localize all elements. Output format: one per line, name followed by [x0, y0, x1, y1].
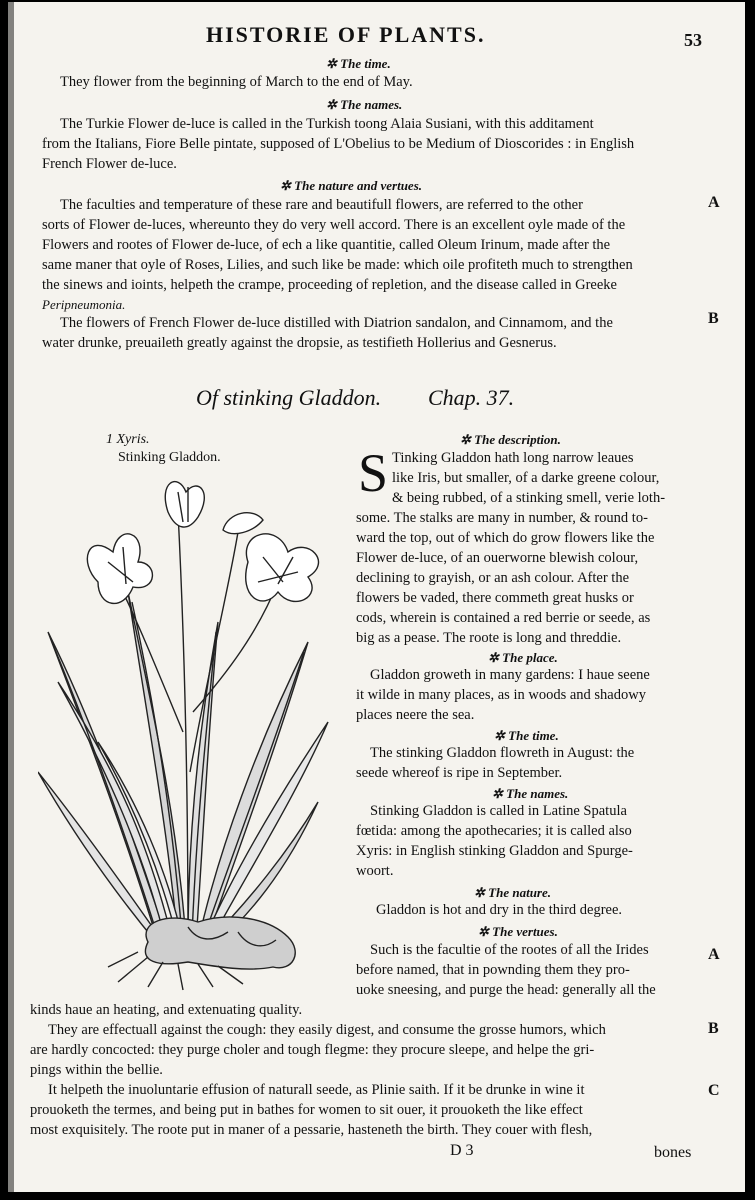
- chapter-title: Of stinking Gladdon.: [196, 385, 382, 410]
- margin-letter-a-bottom: A: [708, 946, 720, 963]
- drop-cap: S: [358, 443, 389, 503]
- names-heading-text: The names.: [340, 97, 403, 112]
- french-line: water drunke, preuaileth greatly against the dropsie, as testifieth Hollerius and Gesnerus.: [42, 335, 557, 351]
- figure-caption: Stinking Gladdon.: [118, 450, 221, 465]
- names2-heading-text: The names.: [506, 786, 569, 801]
- description-line: Flower de-luce, of an ouerworne blewish colour,: [356, 550, 639, 566]
- section-heading-place: ✲ The place.: [488, 650, 558, 665]
- time-heading-text: The time.: [340, 56, 391, 71]
- margin-letter-b-bottom: B: [708, 1020, 719, 1037]
- description-line: like Iris, but smaller, of a darke greene colour,: [392, 470, 660, 486]
- time2-line: The stinking Gladdon flowreth in August: the: [370, 745, 635, 761]
- margin-letter-c-bottom: C: [708, 1082, 720, 1099]
- catchword: bones: [654, 1144, 692, 1161]
- vertues-heading-text: The vertues.: [492, 924, 558, 939]
- section-heading-vertues: ✲ The vertues.: [478, 924, 558, 939]
- nature-line: same maner that oyle of Roses, Lilies, and such like be made: which oile profiteth much to strengthen: [42, 257, 633, 273]
- vertues-line: before named, that in pownding them they pro-: [356, 962, 630, 978]
- nature-heading-text: The nature and vertues.: [294, 178, 422, 193]
- time-text: They flower from the beginning of March to the end of May.: [60, 74, 413, 90]
- margin-letter-b: B: [708, 310, 719, 327]
- description-line: declining to grayish, or an ash colour. After the: [356, 570, 630, 586]
- page-number: 53: [684, 30, 702, 50]
- section-heading-description: ✲ The description.: [460, 432, 561, 447]
- section-heading-time: ✲ The time.: [326, 56, 391, 71]
- place-line: places neere the sea.: [356, 707, 475, 723]
- signature-mark: D 3: [450, 1142, 474, 1159]
- names-line: French Flower de-luce.: [42, 156, 177, 172]
- place-line: it wilde in many places, as in woods and shadowy: [356, 687, 646, 703]
- description-heading-text: The description.: [474, 432, 561, 447]
- names2-line: fœtida: among the apothecaries; it is called also: [356, 823, 632, 839]
- figure-label: 1 Xyris.: [106, 432, 150, 447]
- section-heading-names-2: ✲ The names.: [492, 786, 569, 801]
- book-page: [8, 2, 745, 1192]
- names-line: from the Italians, Fiore Belle pintate, supposed of L'Obelius to be Medium of Dioscorides : in English: [42, 136, 635, 152]
- section-heading-time-2: ✲ The time.: [494, 728, 559, 743]
- vertues-full-line: pings within the bellie.: [30, 1062, 163, 1078]
- description-line: ward the top, out of which do grow flowers like the: [356, 530, 655, 546]
- french-line: The flowers of French Flower de-luce distilled with Diatrion sandalon, and Cinnamom, and the: [60, 315, 613, 331]
- description-line: Tinking Gladdon hath long narrow leaues: [392, 450, 634, 466]
- place-heading-text: The place.: [502, 650, 558, 665]
- section-heading-names: ✲ The names.: [326, 97, 403, 112]
- vertues-full-line: most exquisitely. The roote put in maner of a pessarie, hasteneth the birth. They couer with flesh,: [30, 1122, 593, 1138]
- vertues-full-line: prouoketh the termes, and being put in bathes for women to sit ouer, it prouoketh the like effect: [30, 1102, 583, 1118]
- names2-line: woort.: [356, 863, 394, 879]
- nature-line: Peripneumonia.: [42, 297, 126, 312]
- nature2-heading-text: The nature.: [488, 885, 551, 900]
- section-heading-nature-2: ✲ The nature.: [474, 885, 551, 900]
- description-line: some. The stalks are many in number, & round to-: [356, 510, 648, 526]
- names2-line: Stinking Gladdon is called in Latine Spatula: [370, 803, 627, 819]
- vertues-full-line: They are effectuall against the cough: they easily digest, and consume the grosse humors, which: [48, 1022, 606, 1038]
- nature-line: the sinews and ioints, helpeth the crampe, proceeding of repletion, and the disease called in Greeke: [42, 277, 617, 293]
- place-line: Gladdon groweth in many gardens: I haue seene: [370, 667, 650, 683]
- chapter-number: Chap. 37.: [428, 385, 515, 410]
- names-line: The Turkie Flower de-luce is called in the Turkish toong Alaia Susiani, with this additament: [60, 116, 594, 132]
- section-heading-nature: ✲ The nature and vertues.: [280, 178, 422, 193]
- vertues-line: uoke sneesing, and purge the head: generally all the: [356, 982, 656, 998]
- time2-heading-text: The time.: [508, 728, 559, 743]
- running-header: HISTORIE OF PLANTS.: [206, 22, 486, 47]
- nature-line: sorts of Flower de-luces, whereunto they do very well accord. There is an excellent oyle made of the: [42, 217, 626, 233]
- stinking-gladdon-illustration: [38, 472, 338, 992]
- vertues-full-line: kinds haue an heating, and extenuating quality.: [30, 1002, 303, 1018]
- names2-line: Xyris: in English stinking Gladdon and Spurge-: [356, 843, 633, 859]
- vertues-full-line: It helpeth the inuoluntarie effusion of naturall seede, as Plinie saith. If it be drunke in wine it: [48, 1082, 585, 1098]
- margin-letter-a: A: [708, 194, 720, 211]
- time2-line: seede whereof is ripe in September.: [356, 765, 563, 781]
- vertues-full-line: are hardly concocted: they purge choler and tough flegme: they procure sleepe, and helpe the gri-: [30, 1042, 595, 1058]
- vertues-line: Such is the facultie of the rootes of all the Irides: [370, 942, 649, 958]
- nature2-text: Gladdon is hot and dry in the third degree.: [376, 902, 623, 918]
- description-line: & being rubbed, of a stinking smell, verie loth-: [392, 490, 666, 506]
- description-line: flowers be vaded, there commeth great husks or: [356, 590, 634, 606]
- nature-line: The faculties and temperature of these rare and beautifull flowers, are referred to the other: [60, 197, 583, 213]
- description-line: big as a pease. The roote is long and threddie.: [356, 630, 622, 646]
- nature-line: Flowers and rootes of Flower de-luce, of ech a like quantitie, called Oleum Irinum, made after the: [42, 237, 611, 253]
- description-line: cods, wherein is contained a red berrie or seede, as: [356, 610, 651, 626]
